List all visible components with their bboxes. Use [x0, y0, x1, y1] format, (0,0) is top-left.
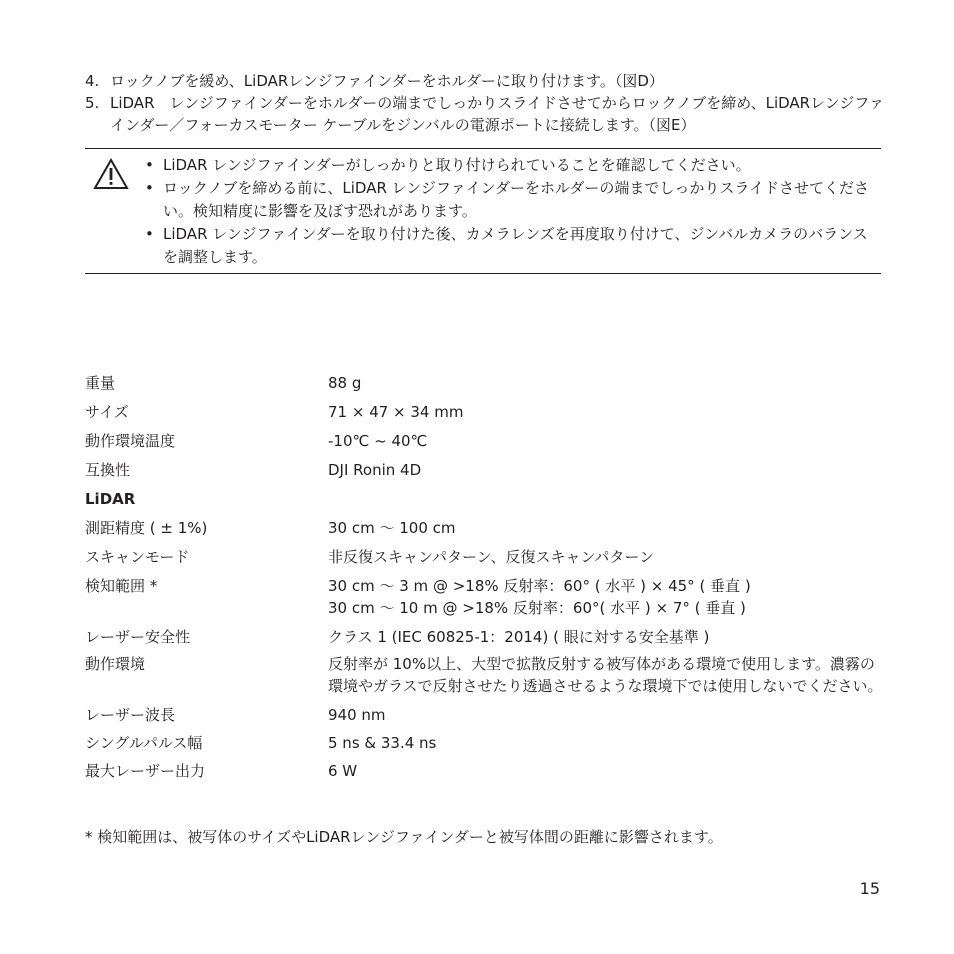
spec-label: 互換性	[85, 461, 131, 479]
spec-value: 30 cm 〜 100 cm	[328, 519, 456, 537]
spec-value: -10℃ ~ 40℃	[328, 432, 428, 450]
spec-label: シングルパルス幅	[85, 734, 203, 752]
spec-row	[85, 430, 885, 452]
spec-row	[85, 760, 885, 782]
spec-row	[85, 517, 885, 539]
spec-row	[85, 626, 885, 648]
footnote: * 検知範囲は、被写体のサイズやLiDARレンジファインダーと被写体間の距離に影響されます。	[85, 828, 723, 846]
warning-triangle-icon	[93, 158, 129, 190]
spec-value: 940 nm	[328, 706, 386, 724]
spec-label: 動作環境温度	[85, 432, 176, 450]
spec-label: 最大レーザー出力	[85, 762, 206, 780]
spec-value: DJI Ronin 4D	[328, 461, 422, 479]
warning-box	[85, 148, 881, 274]
spec-label: 重量	[85, 374, 116, 392]
spec-label: レーザー波長	[85, 706, 176, 724]
step-text: LiDAR レンジファインダーをホルダーの端までしっかりスライドさせてからロックノブを締め、LiDARレンジファインダー／フォーカスモーター ケーブルをジンバルの電源ポートに接続します。（図E）	[110, 94, 885, 134]
spec-label: スキャンモード	[85, 548, 190, 566]
warning-item	[141, 177, 877, 223]
lidar-section-heading	[85, 488, 885, 510]
spec-label: 測距精度 ( ± 1%)	[85, 519, 208, 537]
warning-list	[141, 154, 877, 269]
warning-item	[141, 223, 877, 269]
spec-value: クラス 1 (IEC 60825-1：2014) ( 眼に対する安全基準 )	[328, 628, 710, 646]
page-number: 15	[859, 879, 880, 898]
section-heading-text: LiDAR	[85, 490, 136, 508]
spec-label: サイズ	[85, 403, 129, 421]
step-item	[85, 70, 885, 92]
spec-value: 6 W	[328, 762, 358, 780]
spec-table	[85, 372, 885, 782]
warning-text: LiDAR レンジファインダーを取り付けた後、カメラレンズを再度取り付けて、ジンバルカメラのバランスを調整します。	[163, 225, 868, 266]
step-text: ロックノブを緩め、LiDARレンジファインダーをホルダーに取り付けます。（図D）	[110, 72, 664, 90]
spec-label: レーザー安全性	[85, 628, 191, 646]
step-item	[85, 92, 885, 136]
spec-row	[85, 372, 885, 394]
spec-row	[85, 546, 885, 568]
installation-steps	[85, 70, 885, 136]
step-number: 5.	[85, 94, 100, 112]
spec-row	[85, 401, 885, 423]
spec-value: 非反復スキャンパターン、反復スキャンパターン	[328, 548, 655, 566]
spec-label: 動作環境	[85, 655, 146, 673]
spec-value: 反射率が 10%以上、大型で拡散反射する被写体がある環境で使用します。濃霧の環境やガラスで反射させたり透過させるような環境下では使用しないでください。	[328, 655, 883, 695]
bullet: •	[145, 156, 154, 174]
spec-row	[85, 704, 885, 726]
spec-label: 検知範囲 *	[85, 577, 158, 595]
bullet: •	[145, 179, 154, 197]
warning-item	[141, 154, 877, 177]
spec-row	[85, 575, 885, 619]
spec-row	[85, 653, 885, 697]
spec-value: 88 g	[328, 374, 362, 392]
bullet: •	[145, 225, 154, 243]
spec-value: 5 ns & 33.4 ns	[328, 734, 437, 752]
spec-value: 30 cm 〜 3 m @ >18% 反射率：60° ( 水平 ) × 45° ( 垂直 ) 30 cm 〜 10 m @ >18% 反射率：60°( 水平 ) × 7° ( 垂直 )	[328, 577, 751, 617]
spec-row	[85, 459, 885, 481]
warning-text: ロックノブを締める前に、LiDAR レンジファインダーをホルダーの端までしっかりスライドさせてください。検知精度に影響を及ぼす恐れがあります。	[163, 179, 869, 220]
spec-value: 71 × 47 × 34 mm	[328, 403, 464, 421]
spec-row	[85, 732, 885, 754]
warning-text: LiDAR レンジファインダーがしっかりと取り付けられていることを確認してください。	[163, 156, 751, 174]
step-number: 4.	[85, 72, 100, 90]
